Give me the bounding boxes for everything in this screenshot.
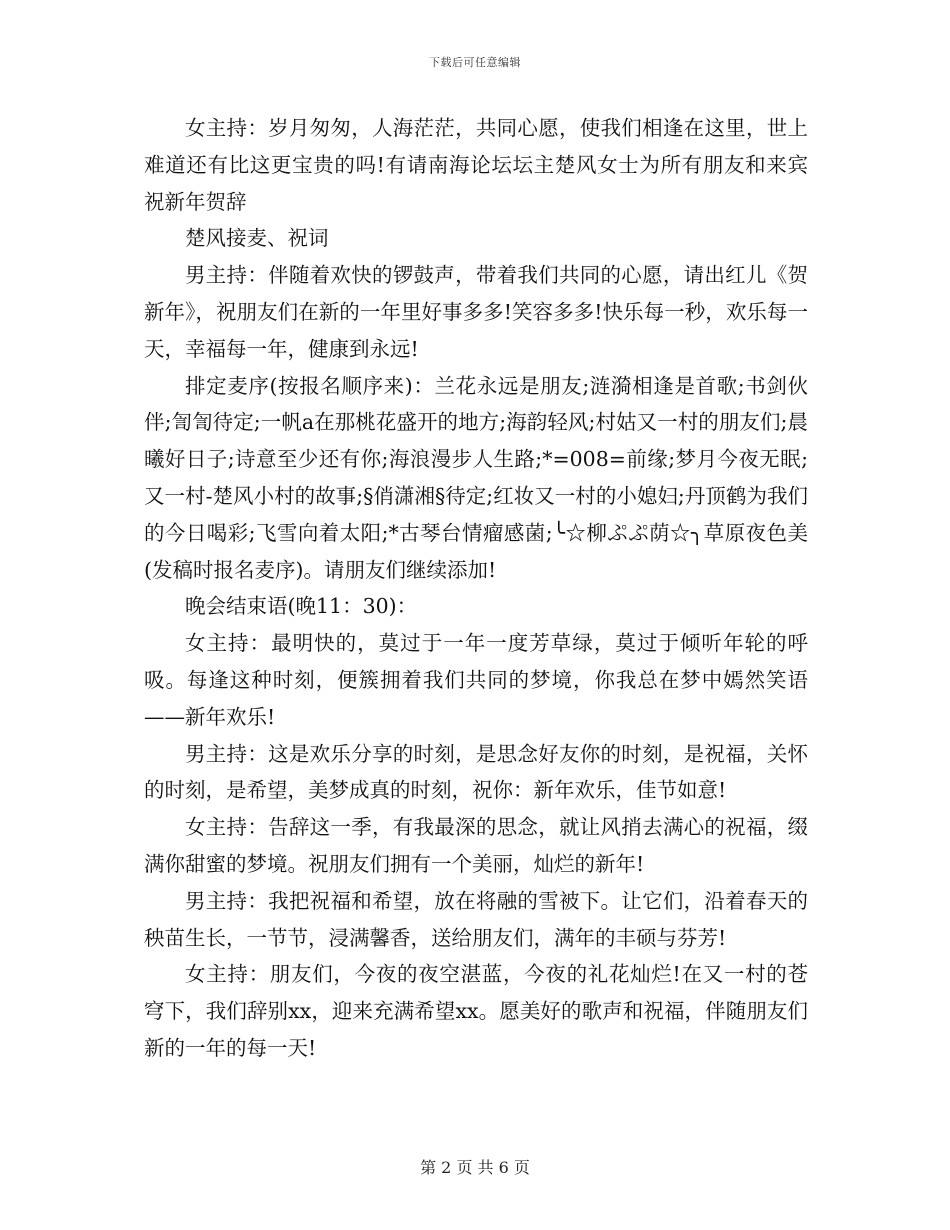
paragraph-female-host-intro: 女主持：岁月匆匆，人海茫茫，共同心愿，使我们相逢在这里，世上难道还有比这更宝贵的吗!有请南海论坛坛主楚风女士为所有朋友和来宾祝新年贺辞 <box>144 116 808 214</box>
paragraph-female-host-closing-1: 女主持：最明快的，莫过于一年一度芳草绿，莫过于倾听年轮的呼吸。每逢这种时刻，便簇拥着我们共同的梦境，你我总在梦中嫣然笑语——新年欢乐! <box>144 631 808 729</box>
paragraph-chufeng-speech: 楚风接麦、祝词 <box>185 226 329 251</box>
paragraph-closing-heading: 晚会结束语(晚11：30)： <box>185 594 418 619</box>
paragraph-mic-order: 排定麦序(按报名顺序来)：兰花永远是朋友;涟漪相逢是首歌;书剑伙伴;訇訇待定;一帆a在那桃花盛开的地方;海韵轻风;村姑又一村的朋友们;晨曦好日子;诗意至少还有你;海浪漫步人生路;*=008=前缘;梦月今夜无眠;又一村-楚风小村的故事;§俏潇湘§待定;红妆又一村的小媳妇;丹顶鹤为我们的今日喝彩;飞雪向着太阳;*古琴台情瘤感菌;╰☆柳ぷぷ荫☆╮草原夜色美(发稿时报名麦序)。请朋友们继续添加! <box>144 373 808 582</box>
paragraph-male-host-new-year: 男主持：伴随着欢快的锣鼓声，带着我们共同的心愿，请出红儿《贺新年》，祝朋友们在新的一年里好事多多!笑容多多!快乐每一秒，欢乐每一天，幸福每一年，健康到永远! <box>144 263 808 361</box>
paragraph-male-host-closing-2: 男主持：我把祝福和希望，放在将融的雪被下。让它们，沿着春天的秧苗生长，一节节，浸满馨香，送给朋友们，满年的丰硕与芬芳! <box>144 888 808 950</box>
document-body <box>144 110 808 1067</box>
page-number-footer: 第 2 页 共 6 页 <box>420 1158 530 1177</box>
paragraph-female-host-closing-3: 女主持：朋友们，今夜的夜空湛蓝，今夜的礼花灿烂!在又一村的苍穹下，我们辞别xx，迎来充满希望xx。愿美好的歌声和祝福，伴随朋友们新的一年的每一天! <box>144 962 808 1060</box>
page-header: 下载后可任意编辑 <box>429 56 521 69</box>
paragraph-male-host-closing-1: 男主持：这是欢乐分享的时刻，是思念好友你的时刻，是祝福，关怀的时刻，是希望，美梦成真的时刻，祝你：新年欢乐，佳节如意! <box>144 741 808 803</box>
paragraph-female-host-closing-2: 女主持：告辞这一季，有我最深的思念，就让风捎去满心的祝福，缀满你甜蜜的梦境。祝朋友们拥有一个美丽，灿烂的新年! <box>144 815 808 876</box>
